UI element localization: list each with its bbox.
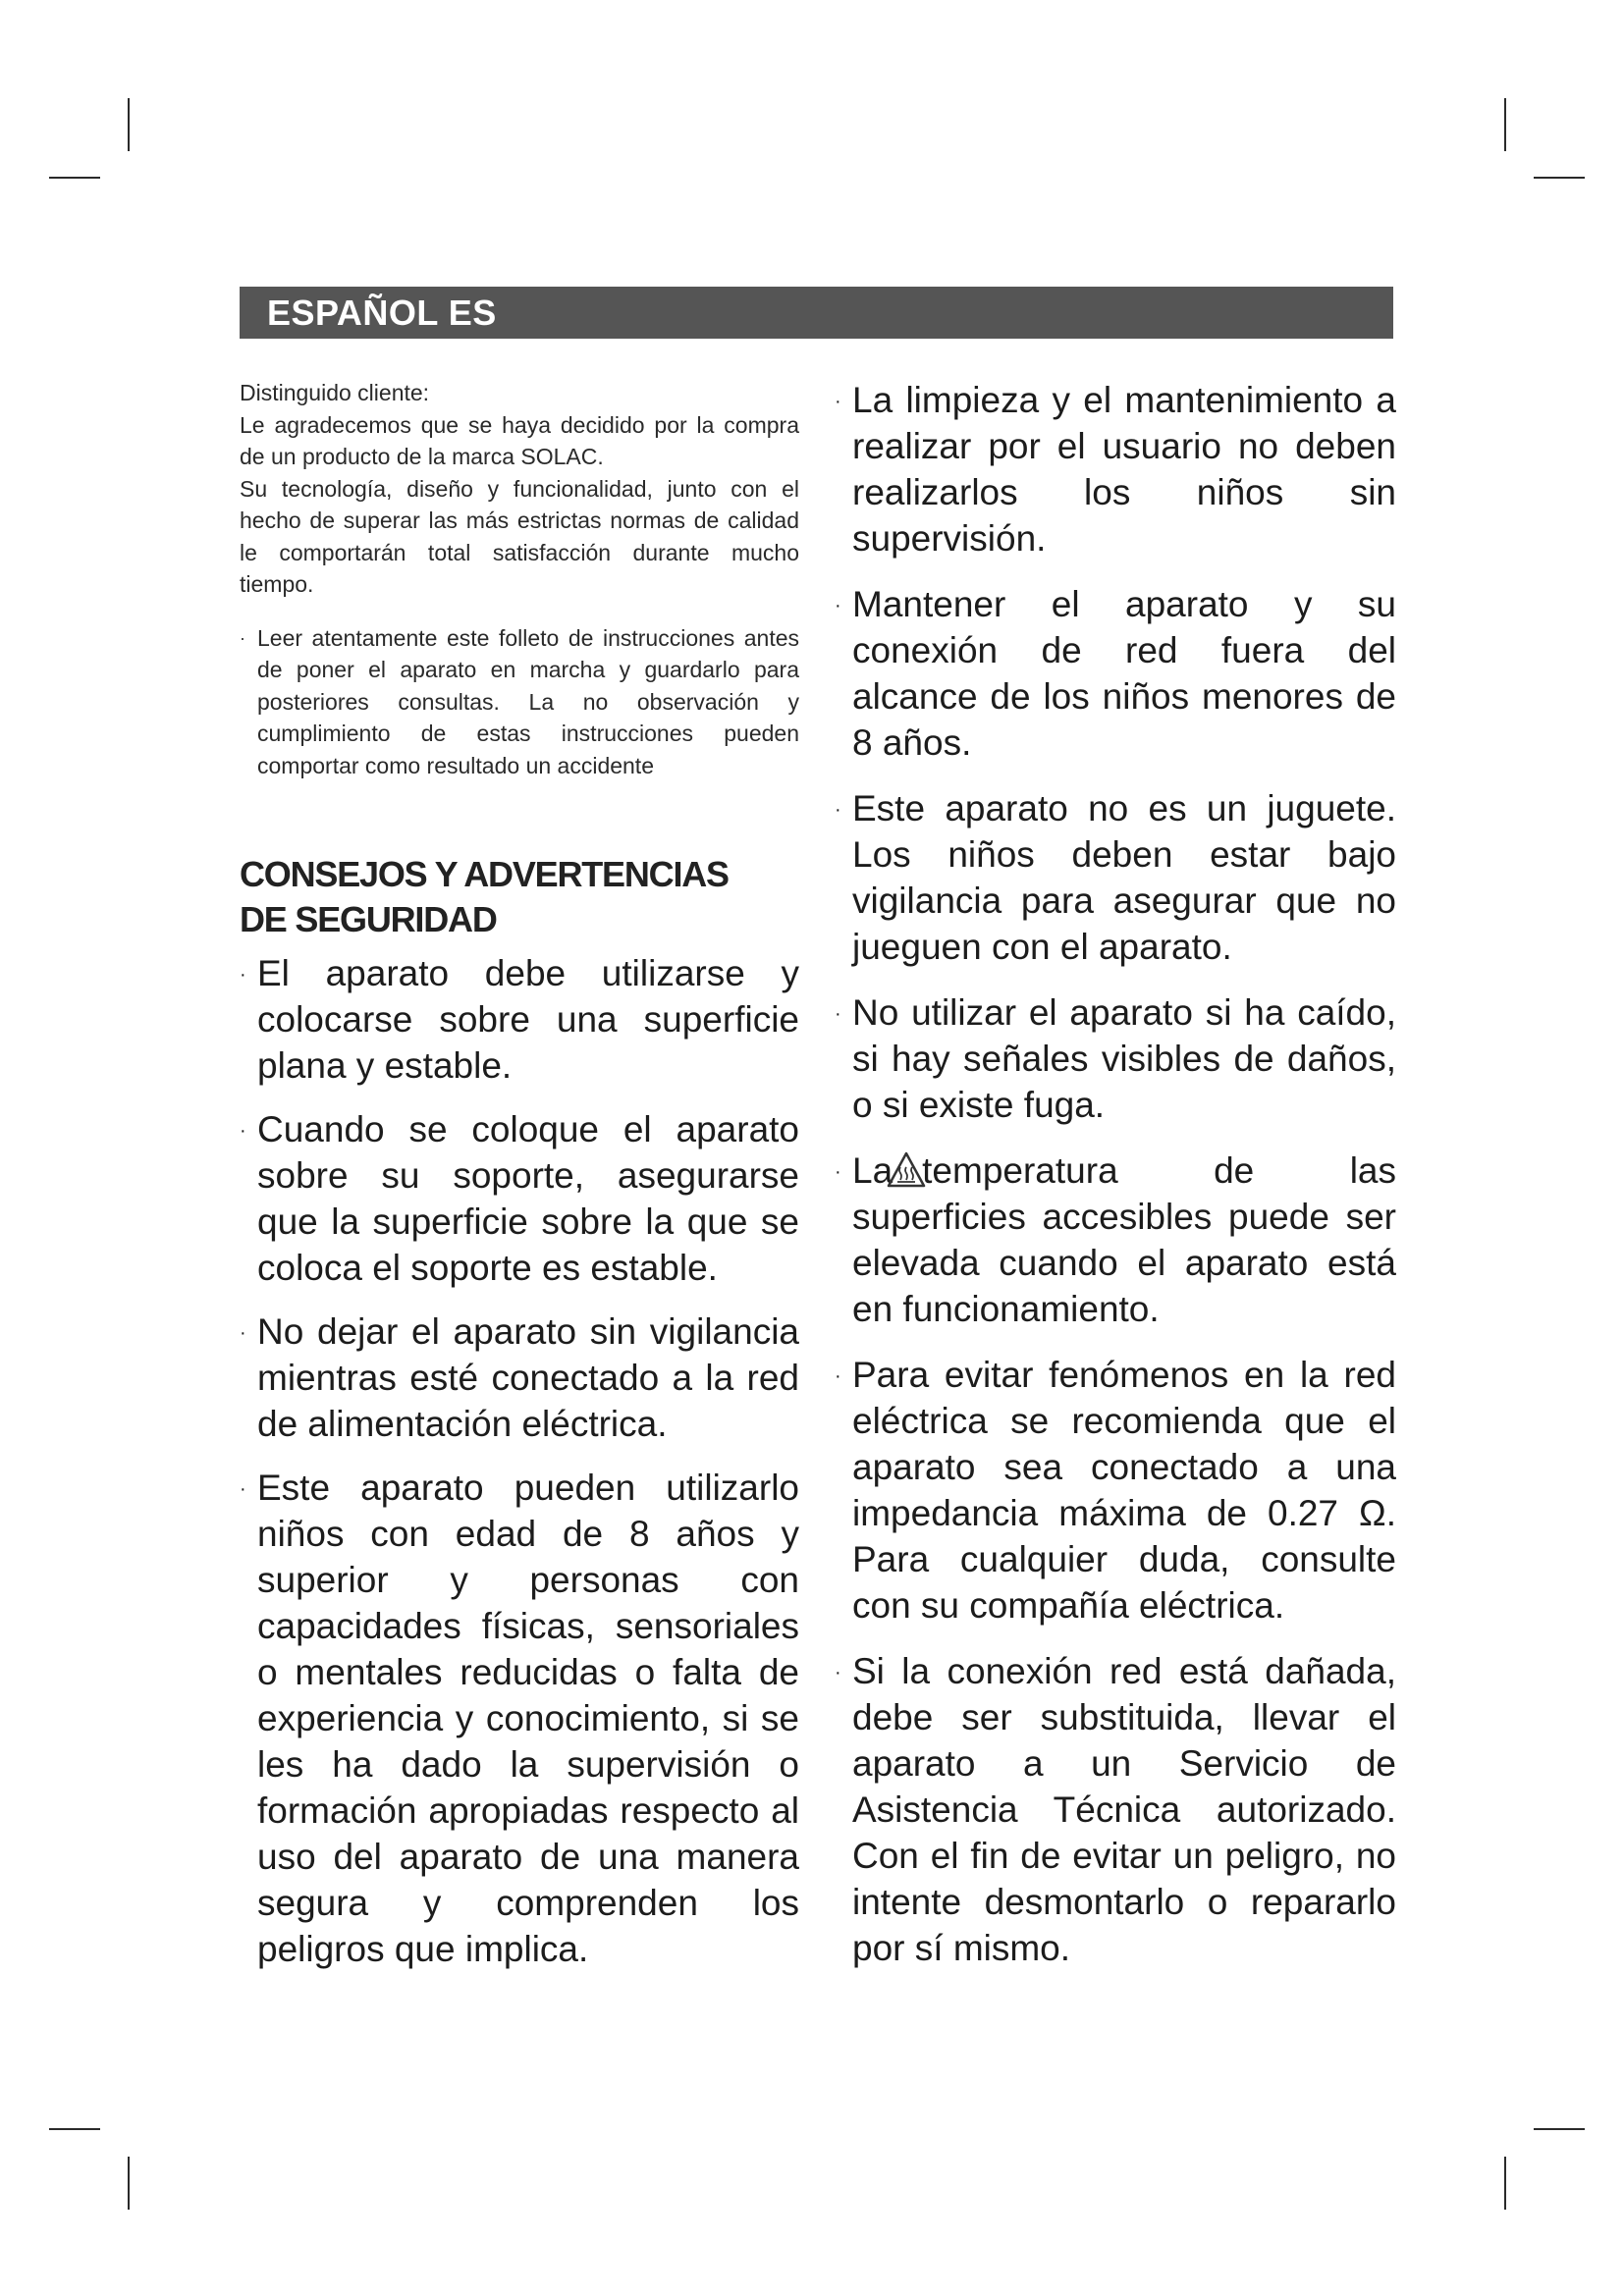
safety-item-text: No utilizar el aparato si ha caído, si hay señales visibles de daños, o si existe fuga. <box>852 992 1396 1125</box>
safety-item-text: Este aparato no es un juguete. Los niños deben estar bajo vigilancia para asegurar que no jueguen con el aparato. <box>852 788 1396 967</box>
bullet-mark: · <box>835 1662 841 1683</box>
temperature-text: temperatura de las superficies accesibles puede ser elevada cuando el aparato está en funcionamiento. <box>852 1150 1396 1329</box>
language-header-bar <box>240 287 1393 339</box>
list-item <box>835 581 1396 766</box>
crop-mark <box>49 2128 100 2130</box>
safety-heading-line2: DE SEGURIDAD <box>240 899 497 939</box>
safety-heading-line1: CONSEJOS Y ADVERTENCIAS <box>240 854 729 894</box>
hot-surface-warning-icon <box>887 1151 926 1189</box>
safety-item-text: Para evitar fenómenos en la red eléctrica se recomienda que el aparato sea conectado a una impedancia máxima de 0.27 Ω. Para cualquier duda, consulte con su compañía eléctrica. <box>852 1355 1396 1626</box>
list-item <box>835 1352 1396 1629</box>
list-item <box>835 785 1396 970</box>
safety-list-right <box>835 377 1396 1971</box>
left-column <box>240 377 799 1990</box>
safety-item-text: Este aparato pueden utilizarlo niños con edad de 8 años y superior y personas con capacidades físicas, sensoriales o mentales reducidas o falta de experiencia y conocimiento, si se les ha dado la supervisión o formación apropiadas respecto al uso del aparato de una manera segura y comprenden los peligros que implica. <box>257 1468 799 1969</box>
bullet-mark: · <box>835 595 841 616</box>
crop-mark <box>1534 2128 1585 2130</box>
crop-mark <box>128 2157 130 2210</box>
safety-item-text: Cuando se coloque el aparato sobre su soporte, asegurarse que la superficie sobre la que se coloca el soporte es estable. <box>257 1109 799 1288</box>
bullet-mark: · <box>240 1120 246 1142</box>
bullet-mark: · <box>240 627 245 648</box>
bullet-mark: · <box>835 1365 841 1387</box>
bullet-mark: · <box>835 1161 841 1183</box>
safety-item-text: El aparato debe utilizarse y colocarse sobre una superficie plana y estable. <box>257 953 799 1086</box>
crop-mark <box>1504 2157 1506 2210</box>
bullet-mark: · <box>240 1478 246 1500</box>
quality-paragraph: Su tecnología, diseño y funcionalidad, junto con el hecho de superar las más estrictas normas de calidad le comportarán total satisfacción durante mucho tiempo. <box>240 475 799 597</box>
intro-block <box>240 377 799 601</box>
crop-mark <box>1504 98 1506 151</box>
safety-heading <box>240 852 799 942</box>
crop-mark <box>128 98 130 151</box>
safety-item-text: Si la conexión red está dañada, debe ser substituida, llevar el aparato a un Servicio de Asistencia Técnica autorizado. Con el fin de evitar un peligro, no intente desmontarlo o repararlo por sí mismo. <box>852 1651 1396 1968</box>
read-note-text: Leer atentamente este folleto de instrucciones antes de poner el aparato en marcha y guardarlo para posteriores consultas. La no observación y cumplimiento de estas instrucciones pueden comportar como resultado un accidente <box>257 624 799 778</box>
list-item <box>240 950 799 1089</box>
bullet-mark: · <box>835 391 841 412</box>
list-item <box>835 989 1396 1128</box>
temperature-prefix: La <box>852 1150 893 1191</box>
list-item <box>240 1308 799 1447</box>
list-item <box>835 1148 1396 1332</box>
safety-list-left <box>240 950 799 1972</box>
greeting: Distinguido cliente: <box>240 380 430 405</box>
safety-item-text: Mantener el aparato y su conexión de red fuera del alcance de los niños menores de 8 años. <box>852 584 1396 763</box>
read-note-list <box>240 622 799 782</box>
right-column <box>835 377 1396 1991</box>
list-item <box>835 1648 1396 1971</box>
list-item <box>835 377 1396 561</box>
list-item <box>240 622 799 782</box>
bullet-mark: · <box>835 799 841 821</box>
list-item <box>240 1106 799 1291</box>
safety-item-text: No dejar el aparato sin vigilancia mientras esté conectado a la red de alimentación eléctrica. <box>257 1311 799 1444</box>
thanks-paragraph: Le agradecemos que se haya decidido por la compra de un producto de la marca SOLAC. <box>240 411 799 469</box>
safety-item-text: La limpieza y el mantenimiento a realizar por el usuario no deben realizarlos los niños sin supervisión. <box>852 380 1396 559</box>
bullet-mark: · <box>240 964 246 986</box>
bullet-mark: · <box>240 1322 246 1344</box>
bullet-mark: · <box>835 1003 841 1025</box>
language-title: ESPAÑOL ES <box>267 293 497 333</box>
crop-mark <box>1534 177 1585 179</box>
crop-mark <box>49 177 100 179</box>
list-item <box>240 1465 799 1972</box>
